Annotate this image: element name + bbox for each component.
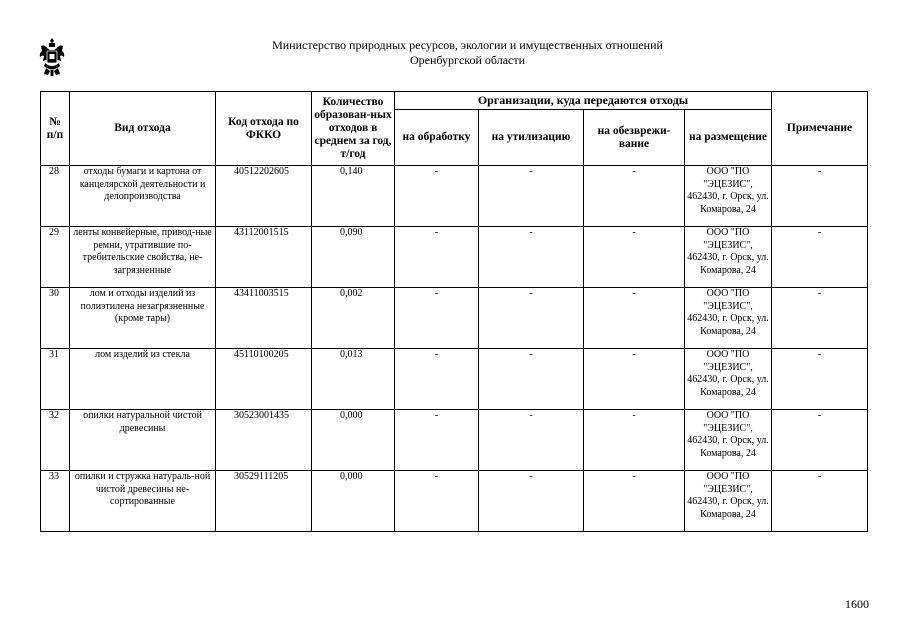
row-quantity: 0,090 (312, 227, 395, 288)
row-placement: ООО "ПО "ЭЦЕЗИС", 462430, г. Орск, ул. Комарова, 24 (685, 166, 772, 227)
table-row (41, 288, 868, 349)
row-neutralization: - (584, 349, 685, 410)
row-note: - (772, 349, 868, 410)
row-fkko-code: 43112001515 (216, 227, 312, 288)
ministry-name: Министерство природных ресурсов, экологии и имущественных отношений (272, 38, 663, 52)
row-fkko-code: 30529111205 (216, 471, 312, 532)
row-num: 29 (41, 227, 70, 288)
row-waste-type: лом и отходы изделий из полиэтилена незагрязненные (кроме тары) (70, 288, 216, 349)
row-note: - (772, 471, 868, 532)
row-note: - (772, 410, 868, 471)
table-row (41, 410, 868, 471)
row-utilization: - (479, 471, 584, 532)
row-fkko-code: 45110100205 (216, 349, 312, 410)
header-note: Примечание (772, 92, 868, 166)
row-waste-type: опилки и стружка натураль-ной чистой древесины не-сортированные (70, 471, 216, 532)
row-waste-type: ленты конвейерные, привод-ные ремни, утратившие по-требительские свойства, не-загрязненные (70, 227, 216, 288)
row-neutralization: - (584, 471, 685, 532)
table-row (41, 227, 868, 288)
page-number: 1600 (845, 597, 869, 611)
row-quantity: 0,000 (312, 471, 395, 532)
row-processing: - (395, 410, 479, 471)
table-row (41, 471, 868, 532)
row-waste-type: лом изделий из стекла (70, 349, 216, 410)
row-processing: - (395, 166, 479, 227)
row-waste-type: отходы бумаги и картона от канцелярской деятельности и делопроизводства (70, 166, 216, 227)
header-quantity: Количество образован-ных отходов в среднем за год, т/год (312, 92, 395, 166)
row-placement: ООО "ПО "ЭЦЕЗИС", 462430, г. Орск, ул. Комарова, 24 (685, 227, 772, 288)
row-utilization: - (479, 166, 584, 227)
row-utilization: - (479, 227, 584, 288)
row-num: 31 (41, 349, 70, 410)
row-neutralization: - (584, 410, 685, 471)
row-quantity: 0,000 (312, 410, 395, 471)
row-quantity: 0,140 (312, 166, 395, 227)
row-placement: ООО "ПО "ЭЦЕЗИС", 462430, г. Орск, ул. Комарова, 24 (685, 471, 772, 532)
region-name: Оренбургской области (409, 53, 526, 67)
row-neutralization: - (584, 288, 685, 349)
row-placement: ООО "ПО "ЭЦЕЗИС", 462430, г. Орск, ул. Комарова, 24 (685, 410, 772, 471)
row-utilization: - (479, 349, 584, 410)
row-processing: - (395, 227, 479, 288)
header-neutralization: на обезврежи-вание (584, 110, 685, 166)
header-fkko-code: Код отхода по ФККО (216, 92, 312, 166)
row-num: 28 (41, 166, 70, 227)
page-header (180, 38, 755, 68)
row-placement: ООО "ПО "ЭЦЕЗИС", 462430, г. Орск, ул. Комарова, 24 (685, 349, 772, 410)
row-note: - (772, 166, 868, 227)
row-note: - (772, 288, 868, 349)
table-row (41, 349, 868, 410)
row-processing: - (395, 349, 479, 410)
table-row (41, 166, 868, 227)
row-fkko-code: 30523001435 (216, 410, 312, 471)
row-num: 33 (41, 471, 70, 532)
row-note: - (772, 227, 868, 288)
row-fkko-code: 43411003515 (216, 288, 312, 349)
row-quantity: 0,013 (312, 349, 395, 410)
row-utilization: - (479, 410, 584, 471)
header-placement: на размещение (685, 110, 772, 166)
row-neutralization: - (584, 227, 685, 288)
row-placement: ООО "ПО "ЭЦЕЗИС", 462430, г. Орск, ул. Комарова, 24 (685, 288, 772, 349)
row-neutralization: - (584, 166, 685, 227)
row-num: 30 (41, 288, 70, 349)
row-waste-type: опилки натуральной чистой древесины (70, 410, 216, 471)
row-quantity: 0,002 (312, 288, 395, 349)
row-num: 32 (41, 410, 70, 471)
waste-table (40, 91, 868, 532)
header-waste-type: Вид отхода (70, 92, 216, 166)
row-fkko-code: 40512202605 (216, 166, 312, 227)
header-num: № п/п (41, 92, 70, 166)
header-utilization: на утилизацию (479, 110, 584, 166)
row-utilization: - (479, 288, 584, 349)
row-processing: - (395, 288, 479, 349)
header-organizations: Организации, куда передаются отходы (395, 92, 772, 110)
row-processing: - (395, 471, 479, 532)
coat-of-arms-icon (38, 37, 66, 77)
header-processing: на обработку (395, 110, 479, 166)
